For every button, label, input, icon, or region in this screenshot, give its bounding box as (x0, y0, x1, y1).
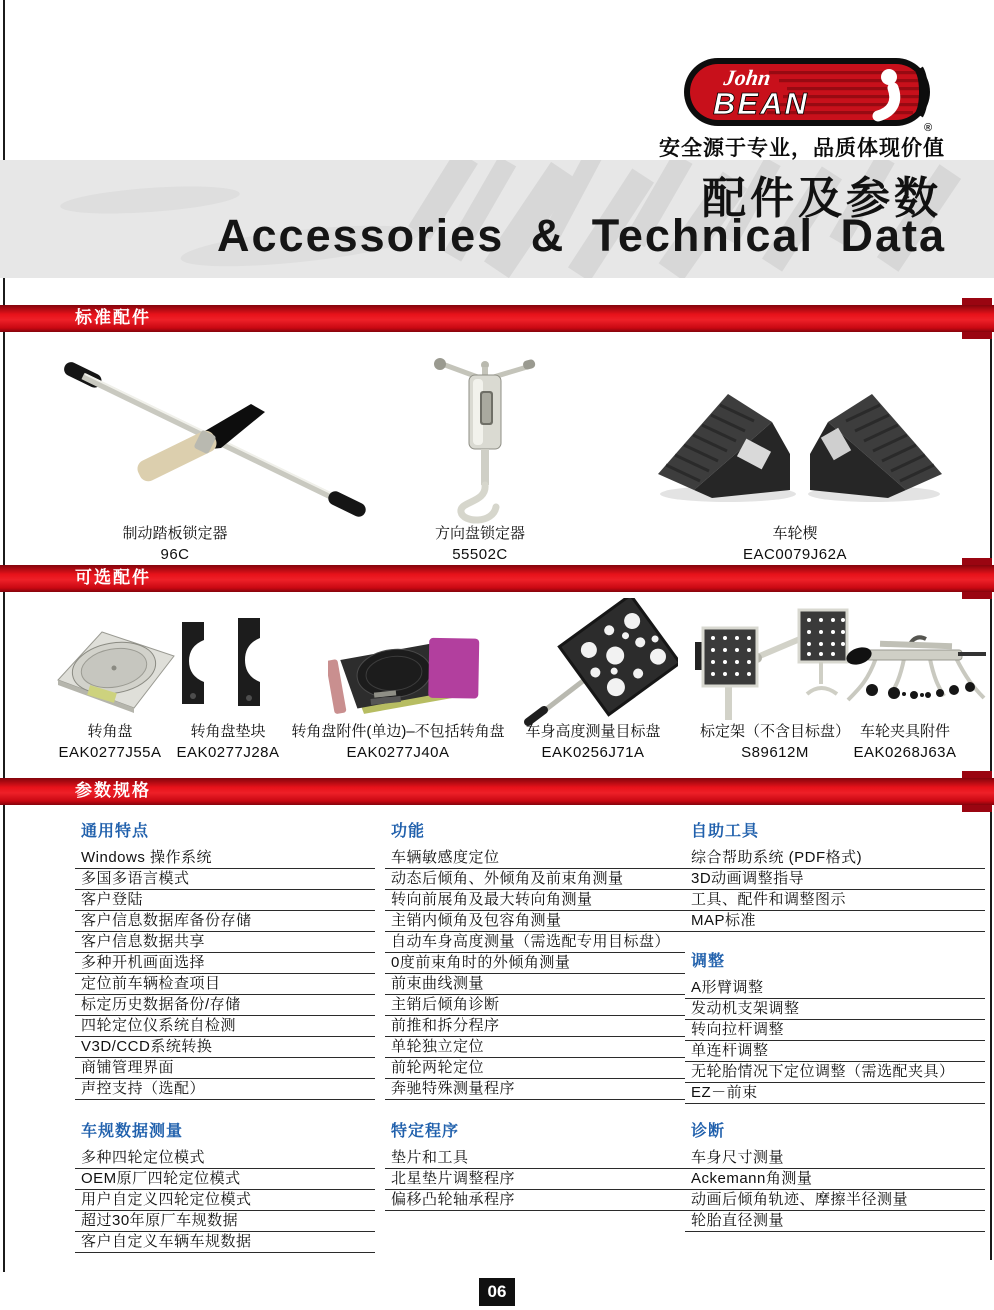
page-number: 06 (479, 1278, 515, 1306)
logo-word-bean: BEAN (713, 86, 809, 121)
spec-item: V3D/CCD系统转换 (75, 1037, 375, 1058)
john-bean-logo (683, 57, 931, 127)
spec-item: 前束曲线测量 (385, 974, 685, 995)
spec-item: 3D动画调整指导 (685, 869, 985, 890)
spec-item: 垫片和工具 (385, 1148, 685, 1169)
spec-item: 多国多语言模式 (75, 869, 375, 890)
edge-tab (962, 298, 992, 305)
spec-item: 动画后倾角轨迹、摩擦半径测量 (685, 1190, 985, 1211)
spec-group-self-help-tools (685, 818, 985, 932)
spec-item: 转向前展角及最大转向角测量 (385, 890, 685, 911)
spec-group-adjustments (685, 948, 985, 1104)
turntable-blocks-image (172, 612, 282, 712)
height-target-image (518, 598, 678, 728)
product-name: 标定架（不含目标盘） (699, 723, 850, 740)
product-label (360, 524, 600, 565)
product-label (268, 722, 528, 763)
spec-item: 多种四轮定位模式 (75, 1148, 375, 1169)
product-name: 转角盘附件(单边)–不包括转角盘 (291, 723, 505, 740)
spec-item: MAP标准 (685, 911, 985, 932)
product-name: 车轮夹具附件 (859, 723, 950, 740)
brake-pedal-depressor-image (55, 350, 375, 520)
spec-item: 多种开机画面选择 (75, 953, 375, 974)
steering-wheel-holder-image (425, 355, 545, 525)
spec-item: 客户登陆 (75, 890, 375, 911)
product-name: 车身高度测量目标盘 (525, 723, 661, 740)
spec-item: 综合帮助系统 (PDF格式) (685, 848, 985, 869)
section-heading: 可选配件 (75, 568, 151, 587)
wheel-chocks-image (650, 378, 950, 518)
product-code: EAK0277J40A (346, 743, 450, 761)
spec-item: 定位前车辆检查项目 (75, 974, 375, 995)
product-name: 车轮楔 (772, 525, 818, 542)
spec-item: 主销内倾角及包容角测量 (385, 911, 685, 932)
spec-item: 偏移凸轮轴承程序 (385, 1190, 685, 1211)
spec-item: 单轮独立定位 (385, 1037, 685, 1058)
spec-list (685, 848, 985, 932)
spec-item: 前轮两轮定位 (385, 1058, 685, 1079)
spec-group-title: 特定程序 (391, 1123, 460, 1140)
spec-item: 北星垫片调整程序 (385, 1169, 685, 1190)
edge-tab (962, 592, 992, 599)
product-name: 方向盘锁定器 (434, 525, 525, 542)
spec-item: 车身尺寸测量 (685, 1148, 985, 1169)
spec-group-title: 通用特点 (81, 823, 150, 840)
spec-item: 声控支持（选配） (75, 1079, 375, 1100)
product-name: 转角盘 (87, 723, 133, 740)
product-code: EAK0277J55A (58, 743, 162, 761)
spec-item: 单连杆调整 (685, 1041, 985, 1062)
spec-list (685, 978, 985, 1104)
spec-item: 客户信息数据共享 (75, 932, 375, 953)
spec-list (385, 848, 685, 1100)
turntable-adapter-image (328, 625, 488, 720)
section-heading: 参数规格 (75, 781, 151, 800)
spec-item: 工具、配件和调整图示 (685, 890, 985, 911)
spec-item: Ackemann角测量 (685, 1169, 985, 1190)
section-bar-optional-accessories (0, 565, 994, 592)
turntable-image (50, 618, 180, 713)
product-label (55, 524, 295, 565)
spec-item: 客户自定义车辆车规数据 (75, 1232, 375, 1253)
spec-item: 商铺管理界面 (75, 1058, 375, 1079)
spec-group-title: 功能 (391, 823, 426, 840)
spec-item: EZ－前束 (685, 1083, 985, 1104)
section-bar-standard-accessories (0, 305, 994, 332)
page-title-zh: 配件及参数 (702, 174, 942, 223)
page-title-en: Accessories & Technical Data (217, 210, 946, 261)
product-label (498, 722, 688, 763)
spec-group-title: 调整 (691, 953, 726, 970)
spec-list (685, 1148, 985, 1232)
wheel-clamp-image (838, 628, 988, 723)
spec-item: 0度前束角时的外倾角测量 (385, 953, 685, 974)
product-code: S89612M (741, 743, 809, 761)
spec-group-title: 车规数据测量 (81, 1123, 184, 1140)
product-label (825, 722, 985, 763)
product-name: 转角盘垫块 (190, 723, 266, 740)
spec-group-title: 诊断 (691, 1123, 726, 1140)
product-code: EAK0256J71A (541, 743, 645, 761)
spec-group-functions (385, 818, 685, 1100)
edge-tab (962, 332, 992, 339)
spec-item: 客户信息数据库备份存储 (75, 911, 375, 932)
spec-item: 自动车身高度测量（需选配专用目标盘） (385, 932, 685, 953)
section-heading: 标准配件 (75, 308, 151, 327)
spec-group-title: 自助工具 (691, 823, 760, 840)
spec-item: 四轮定位仪系统自检测 (75, 1016, 375, 1037)
spec-list (385, 1148, 685, 1211)
spec-item: A形臂调整 (685, 978, 985, 999)
spec-item: 用户自定义四轮定位模式 (75, 1190, 375, 1211)
product-name: 制动踏板锁定器 (122, 525, 228, 542)
product-code: 96C (160, 545, 190, 563)
edge-tab (962, 805, 992, 812)
spec-item: 动态后倾角、外倾角及前束角测量 (385, 869, 685, 890)
spec-item: 车辆敏感度定位 (385, 848, 685, 869)
spec-item: 前推和拆分程序 (385, 1016, 685, 1037)
section-bar-specifications (0, 778, 994, 805)
spec-item: 发动机支架调整 (685, 999, 985, 1020)
spec-item: 无轮胎情况下定位调整（需选配夹具） (685, 1062, 985, 1083)
spec-item: 标定历史数据备份/存储 (75, 995, 375, 1016)
spec-item: 超过30年原厂车规数据 (75, 1211, 375, 1232)
product-code: EAK0277J28A (176, 743, 280, 761)
spec-item: 奔驰特殊测量程序 (385, 1079, 685, 1100)
spec-item: OEM原厂四轮定位模式 (75, 1169, 375, 1190)
spec-group-vehicle-data (75, 1118, 375, 1253)
spec-item: 主销后倾角诊断 (385, 995, 685, 1016)
title-banner (0, 160, 994, 278)
spec-group-diagnostics (685, 1118, 985, 1232)
registered-trademark-symbol: ® (924, 122, 933, 134)
edge-tab (962, 771, 992, 778)
product-label (675, 524, 915, 565)
spec-list (75, 848, 375, 1100)
spec-item: 轮胎直径测量 (685, 1211, 985, 1232)
product-code: 55502C (452, 545, 508, 563)
edge-tab (962, 558, 992, 565)
spec-item: 转向拉杆调整 (685, 1020, 985, 1041)
spec-group-special-programs (385, 1118, 685, 1211)
product-code: EAC0079J62A (743, 545, 847, 563)
spec-item: Windows 操作系统 (75, 848, 375, 869)
logo-word-john: John (722, 65, 773, 90)
brand-tagline: 安全源于专业，品质体现价值 (659, 137, 945, 160)
spec-list (75, 1148, 375, 1253)
spec-group-general-features (75, 818, 375, 1100)
product-code: EAK0268J63A (853, 743, 957, 761)
